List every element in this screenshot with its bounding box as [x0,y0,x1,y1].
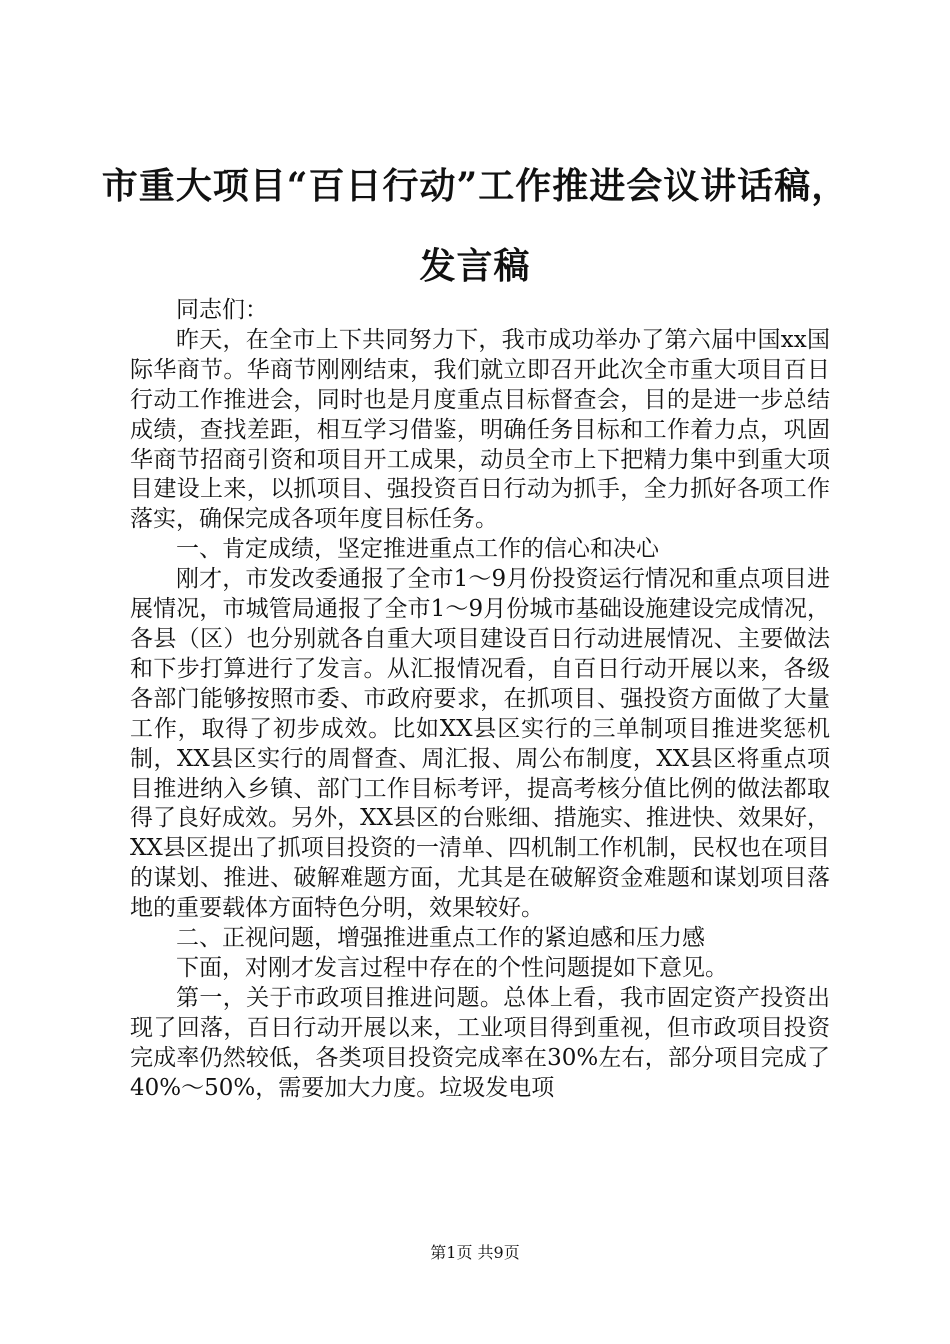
body-paragraph: 昨天，在全市上下共同努力下，我市成功举办了第六届中国xx国际华商节。华商节刚刚结束，我们就立即召开此次全市重大项目百日行动工作推进会，同时也是月度重点目标督查会，目的是进一步总结成绩，查找差距，相互学习借鉴，明确任务目标和工作着力点，巩固华商节招商引资和项目开工成果，动员全市上下把精力集中到重大项目建设上来，以抓项目、强投资百日行动为抓手，全力抓好各项工作落实，确保完成各项年度目标任务。 [130,326,830,533]
page-number-footer: 第1页 共9页 [430,1243,520,1262]
document-body [130,296,830,1103]
section-heading: 二、正视问题，增强推进重点工作的紧迫感和压力感 [176,925,705,952]
document-title-line-2: 发言稿 [419,245,531,287]
body-paragraph: 第一，关于市政项目推进问题。总体上看，我市固定资产投资出现了回落，百日行动开展以来，工业项目得到重视，但市政项目投资完成率仍然较低，各类项目投资完成率在30%左右，部分项目完成了40%～50%，需要加大力度。垃圾发电项 [130,984,830,1101]
body-paragraph: 刚才，市发改委通报了全市1～9月份投资运行情况和重点项目进展情况，市城管局通报了全市1～9月份城市基础设施建设完成情况，各县（区）也分别就各自重大项目建设百日行动进展情况、主要做法和下步打算进行了发言。从汇报情况看，自百日行动开展以来，各级各部门能够按照市委、市政府要求，在抓项目、强投资方面做了大量工作，取得了初步成效。比如XX县区实行的三单制项目推进奖惩机制，XX县区实行的周督查、周汇报、周公布制度，XX县区将重点项目推进纳入乡镇、部门工作目标考评，提高考核分值比例的做法都取得了良好成效。另外，XX县区的台账细、措施实、推进快、效果好，XX县区提出了抓项目投资的一清单、四机制工作机制，民权也在项目的谋划、推进、破解难题方面，尤其是在破解资金难题和谋划项目落地的重要载体方面特色分明，效果较好。 [130,566,830,922]
body-paragraph: 下面，对刚才发言过程中存在的个性问题提如下意见。 [176,954,728,981]
section-heading: 一、肯定成绩，坚定推进重点工作的信心和决心 [176,536,659,563]
document-title-line-1: 市重大项目“百日行动”工作推进会议讲话稿， [101,165,849,207]
salutation: 同志们： [176,297,268,323]
